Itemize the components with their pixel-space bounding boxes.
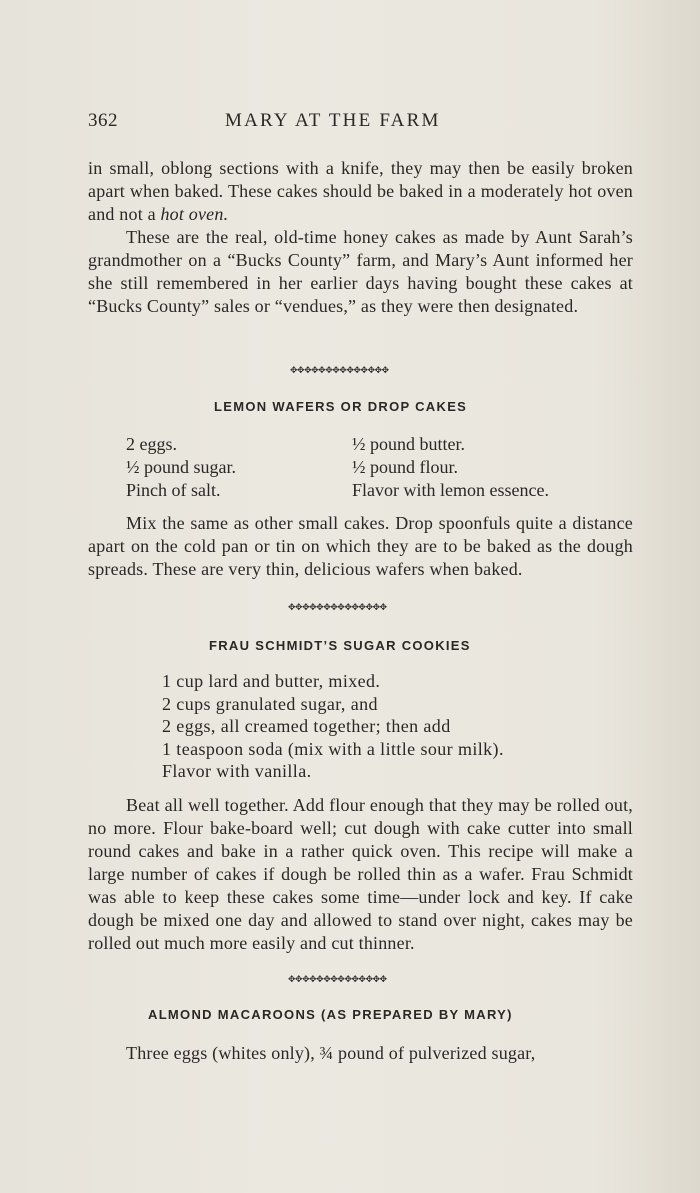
ornament-divider: ✥✥✥✥✥✥✥✥✥✥✥✥✥✥ bbox=[288, 975, 387, 985]
intro-paragraph-1-italic: hot oven. bbox=[160, 204, 229, 224]
ingredient-line: Flavor with lemon essence. bbox=[352, 480, 549, 500]
intro-paragraph-1-text: in small, oblong sections with a knife, they may then be easily broken apart when baked. These cakes should be baked in a moderately hot oven and not a bbox=[88, 158, 633, 224]
sugar-cookies-heading: FRAU SCHMIDT’S SUGAR COOKIES bbox=[209, 638, 471, 653]
sugar-cookies-method: Beat all well together. Add flour enough that they may be rolled out, no more. Flour bake-board well; cut dough with cake cutter into small round cakes and bake in a rather quick oven. This recipe will make a large number of cakes if dough be rolled thin as a wafer. Frau Schmidt was able to keep these cakes some time—under lock and key. If cake dough be mixed one day and allowed to stand over night, cakes may be rolled out much more easily and cut thinner. bbox=[88, 795, 633, 953]
lemon-wafers-heading: LEMON WAFERS OR DROP CAKES bbox=[214, 399, 468, 414]
ingredient-line: 1 teaspoon soda (mix with a little sour milk). bbox=[162, 738, 504, 759]
ornament-divider: ✥✥✥✥✥✥✥✥✥✥✥✥✥✥ bbox=[288, 603, 387, 613]
lemon-wafers-method: Mix the same as other small cakes. Drop spoonfuls quite a distance apart on the cold pan or tin on which they are to be baked as the dough spreads. These are very thin, delicious wafers when baked. bbox=[88, 513, 633, 579]
ingredient-line: 2 eggs. bbox=[126, 434, 177, 454]
ingredient-line: ½ pound sugar. bbox=[126, 457, 236, 477]
intro-section bbox=[88, 157, 633, 318]
ornament-divider: ✥✥✥✥✥✥✥✥✥✥✥✥✥✥ bbox=[290, 366, 389, 376]
ingredient-line: ½ pound butter. bbox=[352, 434, 465, 454]
macaroons-heading: ALMOND MACAROONS (AS PREPARED BY MARY) bbox=[148, 1007, 513, 1022]
ingredient-line: 1 cup lard and butter, mixed. bbox=[162, 671, 381, 691]
ingredient-line: ½ pound flour. bbox=[352, 457, 458, 477]
sugar-cookies-method-section bbox=[88, 794, 633, 955]
sugar-cookies-ingredients bbox=[162, 670, 504, 783]
ingredient-line: 2 eggs, all creamed together; then add bbox=[162, 716, 451, 736]
intro-paragraph-1 bbox=[88, 157, 633, 226]
page-header bbox=[88, 110, 628, 136]
page-number: 362 bbox=[88, 110, 118, 131]
intro-paragraph-2: These are the real, old-time honey cakes as made by Aunt Sarah’s grandmother on a “Bucks County” farm, and Mary’s Aunt informed her she still remembered in her earlier days having bought these cakes at “Bucks County” sales or “vendues,” as they were then designated. bbox=[88, 227, 633, 316]
macaroons-section bbox=[88, 1042, 633, 1065]
running-title: MARY AT THE FARM bbox=[225, 110, 441, 131]
macaroons-first-line: Three eggs (whites only), ¾ pound of pulverized sugar, bbox=[126, 1043, 536, 1063]
ingredient-line: Flavor with vanilla. bbox=[162, 761, 312, 781]
ingredient-line: 2 cups granulated sugar, and bbox=[162, 693, 378, 714]
ingredient-line: Pinch of salt. bbox=[126, 480, 221, 500]
lemon-wafers-left-ingredients bbox=[126, 433, 236, 502]
lemon-wafers-right-ingredients bbox=[352, 433, 549, 502]
lemon-wafers-method-section bbox=[88, 512, 633, 581]
